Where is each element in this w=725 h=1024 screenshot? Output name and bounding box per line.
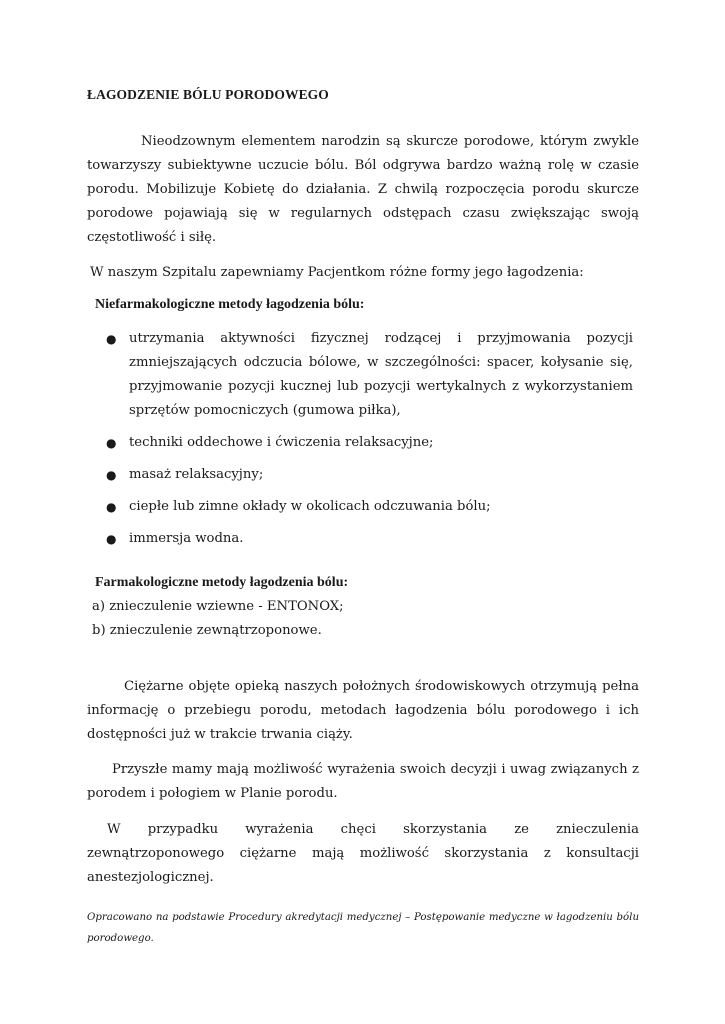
list-item: ● masaż relaksacyjny; bbox=[103, 463, 633, 487]
bullet-icon: ● bbox=[106, 436, 117, 450]
care-paragraph: Ciężarne objęte opieką naszych położnych środowiskowych otrzymują pełna informację o przebiegu porodu, metodach łagodzenia bólu porodowego i ich dostępności już w trakcie trwania ciąży. bbox=[87, 679, 639, 742]
nonpharm-list bbox=[103, 327, 633, 551]
list-item: ● ciepłe lub zimne okłady w okolicach odczuwania bólu; bbox=[103, 495, 633, 519]
bullet-icon: ● bbox=[106, 500, 117, 514]
footer-note: Opracowano na podstawie Procedury akredytacji medycznej – Postępowanie medyczne w łagodzeniu bólu porodowego. bbox=[87, 912, 639, 944]
pharm-list bbox=[92, 595, 344, 643]
bullet-icon: ● bbox=[106, 468, 117, 482]
list-item: a) znieczulenie wziewne - ENTONOX; bbox=[92, 599, 344, 614]
epidural-paragraph: W przypadku wyrażenia chęci skorzystania ze znieczulenia zewnątrzoponowego ciężarne mają możliwość skorzystania z konsultacji anestezjologicznej. bbox=[87, 822, 639, 885]
bullet-icon: ● bbox=[106, 332, 117, 346]
list-item: ● techniki oddechowe i ćwiczenia relaksacyjne; bbox=[103, 431, 633, 455]
birth-plan-paragraph: Przyszłe mamy mają możliwość wyrażenia swoich decyzji i uwag związanych z porodem i połogiem w Planie porodu. bbox=[87, 762, 639, 801]
nonpharm-heading: Niefarmakologiczne metody łagodzenia bólu: bbox=[95, 297, 365, 312]
pharm-heading: Farmakologiczne metody łagodzenia bólu: bbox=[95, 575, 349, 590]
intro-paragraph: Nieodzownym elementem narodzin są skurcze porodowe, którym zwykle towarzyszy subiektywne uczucie bólu. Ból odgrywa bardzo ważną rolę w czasie porodu. Mobilizuje Kobietę do działania. Z chwilą rozpoczęcia porodu skurcze porodowe pojawiają się w regularnych odstępach czasu zwiększając swoją częstotliwość i siłę. bbox=[87, 134, 639, 245]
list-item: b) znieczulenie zewnątrzoponowe. bbox=[92, 623, 322, 638]
list-item: ● utrzymania aktywności fizycznej rodzącej i przyjmowania pozycji zmniejszających odczucia bólowe, w szczególności: spacer, kołysanie się, przyjmowanie pozycji kucznej lub pozycji wertykalnych z wykorzystaniem sprzętów pomocniczych (gumowa piłka), bbox=[103, 327, 633, 423]
document-title: ŁAGODZENIE BÓLU PORODOWEGO bbox=[87, 87, 329, 102]
hospital-line: W naszym Szpitalu zapewniamy Pacjentkom różne formy jego łagodzenia: bbox=[90, 265, 584, 280]
list-item: ● immersja wodna. bbox=[103, 527, 633, 551]
bullet-icon: ● bbox=[106, 532, 117, 546]
